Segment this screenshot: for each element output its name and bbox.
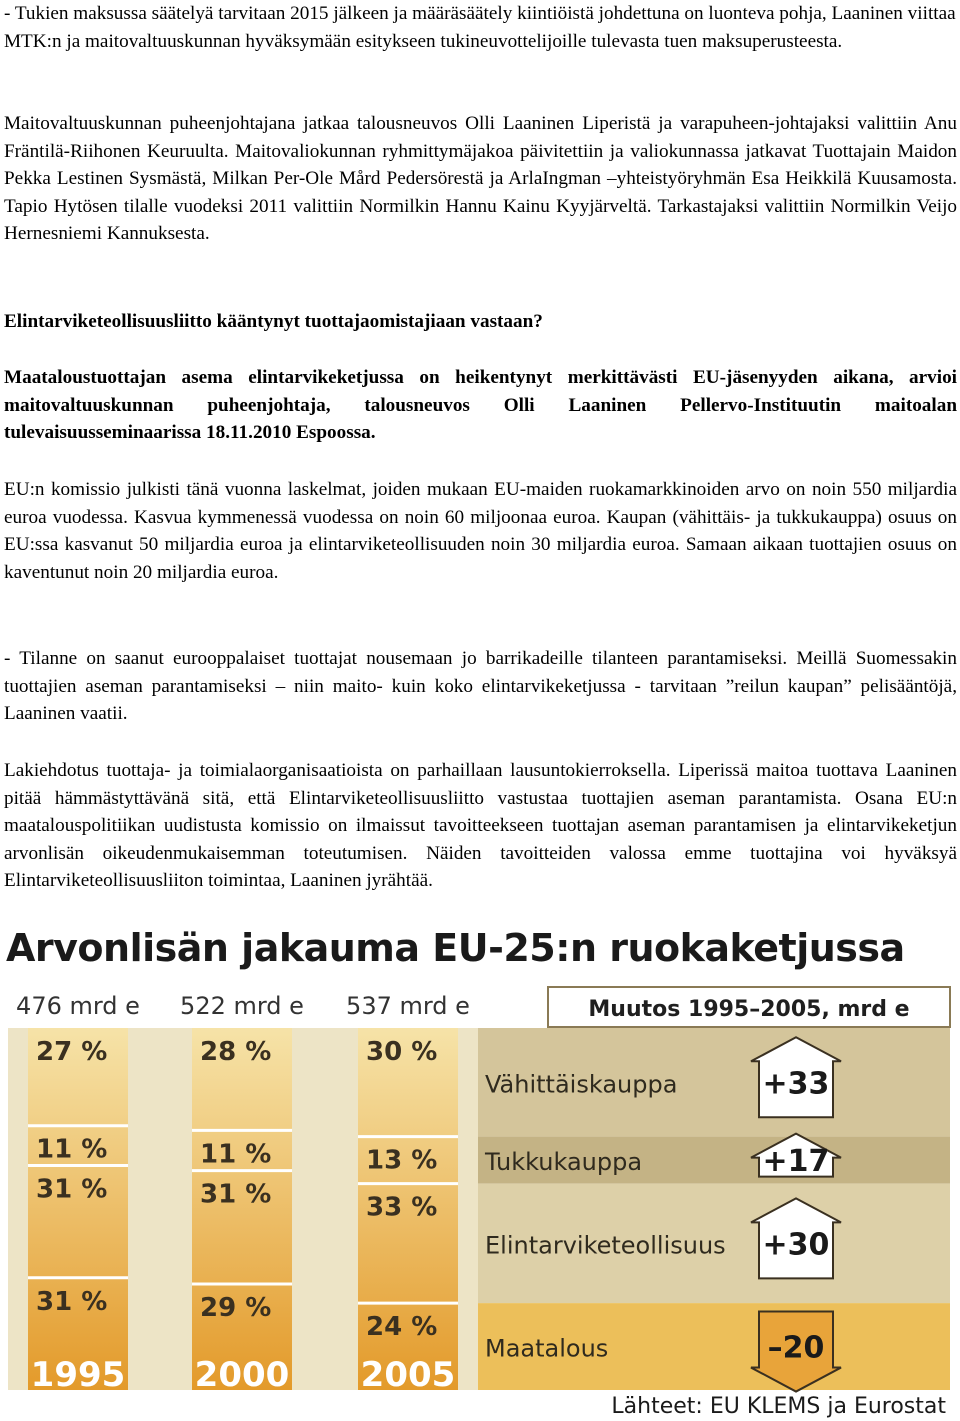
segment-label-2000-0: 28 %: [200, 1037, 272, 1067]
segment-label-2000-2: 31 %: [200, 1179, 272, 1210]
series-label-0: Vähittäiskauppa: [485, 1070, 678, 1099]
paragraph-eu-komissio: EU:n komissio julkisti tänä vuonna laskelmat, joiden mukaan EU-maiden ruokamarkkinoiden arvo on noin 550 miljardia euroa vuodessa. Kasvua kymmenessä vuodessa on noin 60 miljoonaa euroa. Kaupan (vähittäis- ja tukkukauppa) osuus on EU:ssa kasvanut 50 miljardia euroa ja elintarviketeollisuuden noin 30 miljardia euroa. Samaan aikaan tuottajien osuus on kaventunut noin 20 miljardia euroa.: [4, 479, 957, 583]
value-added-infographic: [0, 925, 960, 1421]
segment-label-1995-3: 31 %: [36, 1286, 108, 1317]
segment-label-1995-0: 27 %: [36, 1037, 108, 1067]
change-value-1: +17: [762, 1144, 830, 1180]
total-label-2000: 522 mrd e: [180, 992, 304, 1020]
series-label-2: Elintarviketeollisuus: [485, 1231, 726, 1260]
change-value-2: +30: [762, 1227, 830, 1263]
change-value-3: –20: [767, 1330, 825, 1366]
year-label-1995: 1995: [30, 1355, 126, 1395]
segment-label-2005-3: 24 %: [366, 1312, 438, 1343]
total-label-1995: 476 mrd e: [16, 992, 140, 1020]
segment-label-1995-1: 11 %: [36, 1134, 108, 1165]
segment-label-2000-1: 11 %: [200, 1139, 272, 1170]
section-heading: Elintarviketeollisuusliitto kääntynyt tuottajaomistajiaan vastaan?: [4, 311, 543, 332]
source-note: Lähteet: EU KLEMS ja Eurostat: [611, 1394, 946, 1419]
paragraph-tilanne: - Tilanne on saanut eurooppalaiset tuottajat nousemaan jo barrikadeille tilanteen parantamiseksi. Meillä Suomessakin tuottajien aseman parantamiseksi – niin maito- kuin koko elintarvikeketjussa - tarvitaan ”reilun kaupan” pelisääntöjä, Laaninen vaatii.: [4, 648, 957, 724]
paragraph-lakiehdotus: Lakiehdotus tuottaja- ja toimialaorganisaatioista on parhaillaan lausuntokierroksella. Liperissä maitoa tuottava Laaninen pitää hämmästyttävänä sitä, että Elintarviketeollisuusliitto vastustaa tuottajien aseman parantamista. Osana EU:n maatalouspolitiikan uudistusta komissio on ilmaissut tavoitteekseen tuottajan aseman parantamisen ja elintarvikeketjun arvonlisän oikeudenmukaisemman toteutumisen. Näiden tavoitteiden valossa emme tuottajina voi hyväksyä Elintarviketeollisuusliiton toimintaa, Laaninen jyrähtää.: [4, 760, 957, 891]
paragraph-tukien-maksu: - Tukien maksussa säätelyä tarvitaan 2015 jälkeen ja määräsäätely kiintiöistä johdettuna on luonteva pohja, Laaninen viittaa MTK:n ja maitovaltuuskunnan hyväksymään esitykseen tukineuvottelijoille tulevasta tuen maksuperusteesta.: [4, 3, 956, 52]
change-header: Muutos 1995–2005, mrd e: [588, 997, 910, 1022]
segment-label-2005-1: 13 %: [366, 1145, 438, 1176]
chart-svg: [0, 925, 960, 1421]
year-label-2000: 2000: [194, 1355, 290, 1395]
segment-label-1995-2: 31 %: [36, 1174, 108, 1205]
change-value-0: +33: [762, 1066, 830, 1102]
infographic-title: Arvonlisän jakauma EU-25:n ruokaketjussa: [6, 926, 905, 970]
segment-label-2000-3: 29 %: [200, 1292, 272, 1323]
lead-paragraph: Maataloustuottajan asema elintarvikeketjussa on heikentynyt merkittävästi EU-jäsenyyden aikana, arvioi maitovaltuuskunnan puheenjohtaja, talousneuvos Olli Laaninen Pellervo-Instituutin maitoalan tulevaisuusseminaarissa 18.11.2010 Espoossa.: [4, 367, 957, 443]
bar-1995: [28, 1028, 128, 1390]
series-label-1: Tukkukauppa: [485, 1148, 643, 1177]
segment-label-2005-2: 33 %: [366, 1192, 438, 1223]
segment-label-2005-0: 30 %: [366, 1037, 438, 1067]
total-label-2005: 537 mrd e: [346, 992, 470, 1020]
paragraph-maitovaltuuskunta: Maitovaltuuskunnan puheenjohtajana jatkaa talousneuvos Olli Laaninen Liperistä ja varapuheen-johtajaksi valittiin Anu Fräntilä-Riihonen Keuruulta. Maitovaliokunnan ryhmittymäjakoa päivitettiin ja valiokunnassa jatkavat Tuottajain Maidon Pekka Lestinen Sysmästä, Milkan Per-Ole Mård Pedersörestä ja ArlaIngman –yhteistyöryhmän Esa Heikkilä Kuusamosta. Tapio Hytösen tilalle vuodeksi 2011 valittiin Normilkin Hannu Kainu Kyyjärveltä. Tarkastajaksi valittiin Normilkin Veijo Hernesniemi Kannuksesta.: [4, 113, 957, 244]
year-label-2005: 2005: [360, 1355, 456, 1395]
series-label-3: Maatalous: [485, 1334, 609, 1363]
